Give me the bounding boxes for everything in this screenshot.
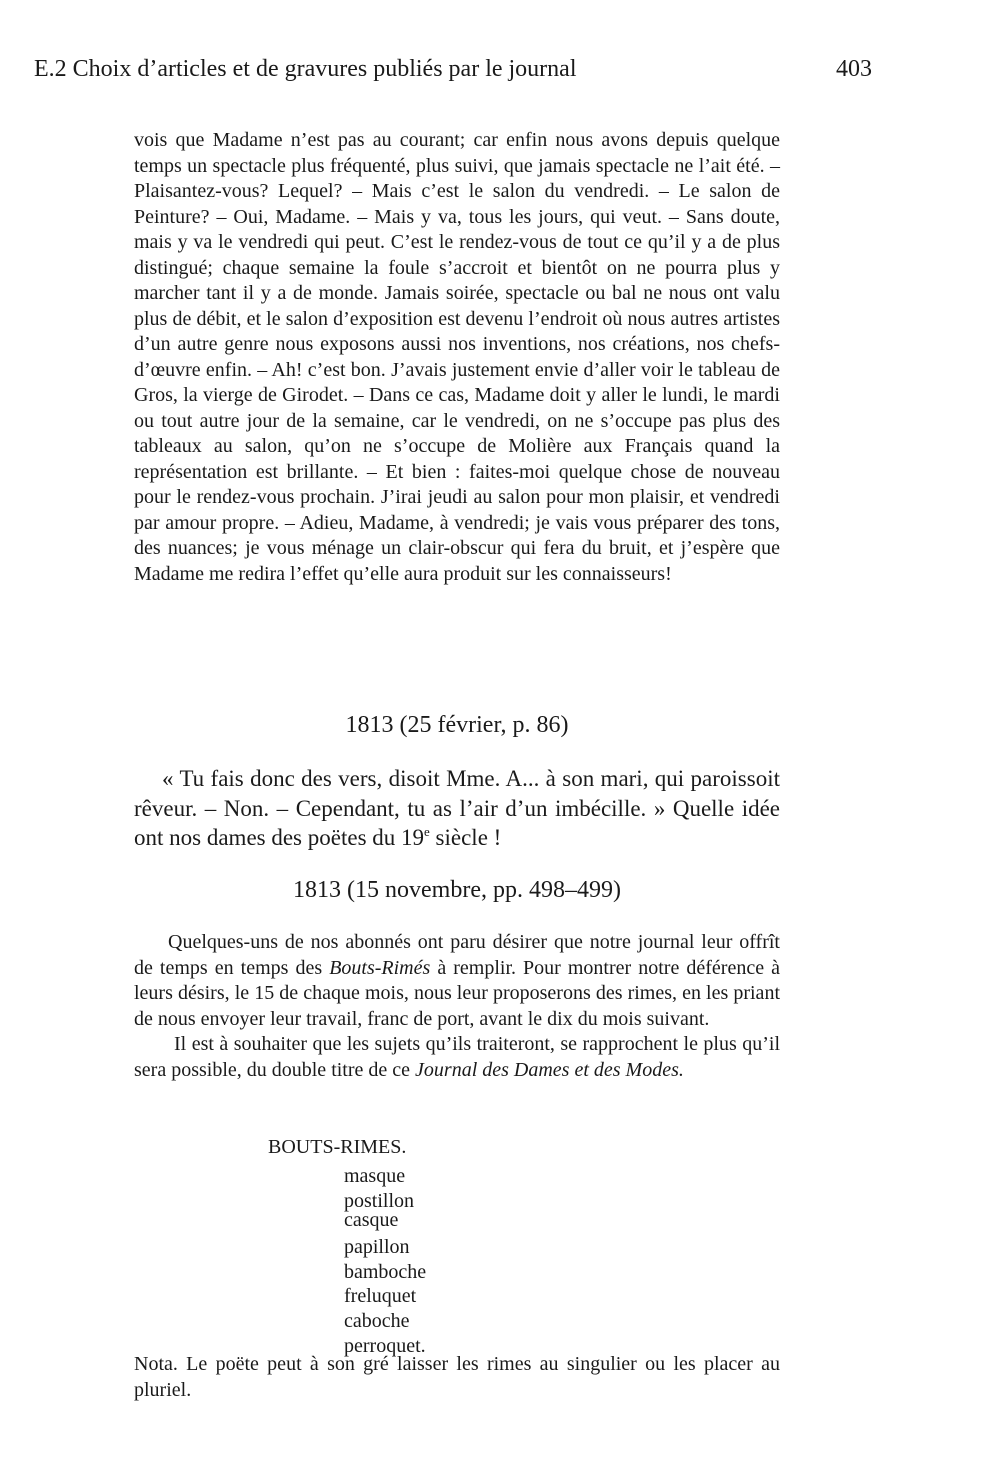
bouts-rimes-italic: Bouts-Rimés (329, 956, 431, 979)
quote-paragraph (134, 764, 780, 853)
rime-item: caboche (344, 1310, 410, 1333)
rime-item: casque (344, 1208, 399, 1231)
section-heading: E.2 Choix d’articles et de gravures publiés par le journal (34, 56, 577, 82)
announcement-paragraph-2 (134, 1032, 780, 1083)
rimes-list (344, 1164, 426, 1359)
para1-text-end: à remplir. Pour montrer notre déférence à leurs désirs, le 15 de chaque mois, nous leur proposerons des rimes, en les priant de nous envoyer leur travail, franc de port, avant le dix du mois suivant. (134, 956, 780, 1030)
rime-item: masque (344, 1165, 406, 1187)
nota-text: Nota. Le poëte peut à son gré laisser les rimes au singulier ou les placer au pluriel. (134, 1353, 780, 1401)
bouts-rimes-heading: BOUTS-RIMES. (268, 1136, 407, 1158)
rime-item: freluquet (344, 1285, 417, 1308)
announcement-paragraph-1 (134, 930, 780, 1032)
bouts-rimes-announcement (134, 930, 780, 1083)
rime-item: papillon (344, 1235, 410, 1258)
running-header (34, 52, 872, 86)
page-number: 403 (836, 56, 872, 82)
quote-text: « Tu fais donc des vers, disoit Mme. A... à son mari, qui paroissoit rêveur. – Non. – Cependant, tu as l’air d’un imbécille. » Quelle idée ont nos dames des poëtes du 19 (134, 766, 780, 850)
journal-title-italic: Journal des Dames et des Modes. (415, 1058, 684, 1081)
quote-text-end: siècle ! (429, 825, 502, 850)
para1-text: Quelques-uns de nos abonnés ont paru désirer que notre journal leur offrît de temps en temps des (134, 931, 780, 979)
rime-item: bamboche (344, 1260, 427, 1283)
intro-paragraph: vois que Madame n’est pas au courant; car enfin nous avons depuis quelque temps un spectacle plus fréquenté, plus suivi, que jamais spectacle ne l’ait été. – Plaisantez-vous? Lequel? – Mais c’est le salon du vendredi. – Le salon de Peinture? – Oui, Madame. – Mais y va, tous les jours, qui veut. – Sans doute, mais y va le vendredi qui peut. C’est le rendez-vous de tout ce qu’il y a de plus distingué; chaque semaine la foule s’accroit et bientôt on ne pourra plus y marcher tant il y a de monde. Jamais soirée, spectacle ou bal ne nous ont valu plus de débit, et le salon d’exposition est devenu l’endroit où nous autres artistes d’un autre genre nous exposons aussi nos inventions, nos créations, nos chefs-d’œuvre enfin. – Ah! c’est bon. J’avais justement envie d’aller voir le tableau de Gros, la vierge de Girodet. – Dans ce cas, Madame doit y aller le lundi, le mardi ou tout autre jour de la semaine, car le vendredi, on ne s’occupe pas plus des tableaux au salon, qu’on ne s’occupe de Molière aux Français quand la représentation est brillante. – Et bien : faites-moi quelque chose de nouveau pour le rendez-vous prochain. J’irai jeudi au salon pour mon plaisir, et vendredi par amour propre. – Adieu, Madame, à vendredi; je vais vous préparer des tons, des nuances; je vous ménage un clair-obscur qui fera du bruit, et j’espère que Madame me redira l’effet qu’elle aura produit sur les connaisseurs! (134, 129, 780, 585)
anecdote-quote (134, 764, 780, 853)
century-superscript: e (424, 824, 430, 839)
nota-block (134, 1352, 780, 1403)
rime-item: perroquet. (344, 1334, 426, 1357)
section-title-1813-novembre: 1813 (15 novembre, pp. 498–499) (293, 877, 621, 903)
para2-text: Il est à souhaiter que les sujets qu’ils traiteront, se rapprochent le plus qu’il sera possible, du double titre de ce (134, 1033, 780, 1081)
rime-item: postillon (344, 1189, 415, 1212)
intro-text-block (134, 128, 780, 587)
section-title-1813-fevrier: 1813 (25 février, p. 86) (345, 712, 569, 738)
